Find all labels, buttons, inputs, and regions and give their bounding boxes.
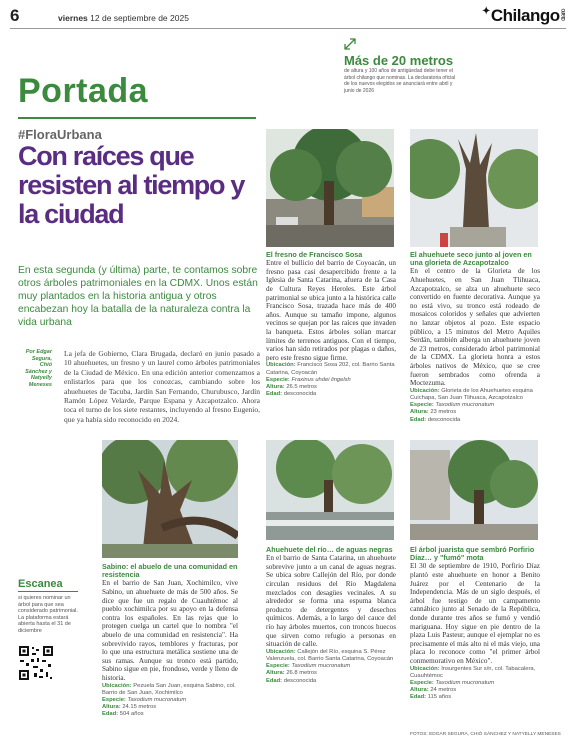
issue-date <box>58 13 189 23</box>
info-text: de altura y 100 años de antigüedad debe tener el árbol chilango que nominas. La declaratoria oficial de los nuevos elegidos se anunciará entre abril y junio de 2026 <box>344 68 456 94</box>
byline: Por Edgar Segura, Chió Sánchez y Natyelly Meneses <box>25 349 52 388</box>
tree-age: Edad: desconocida <box>266 677 317 684</box>
tree-body: Entre el bullicio del barrio de Coyoacán, un fresno pasa casi desapercibido frente a la Iglesia de Santa Catarina, afuera de la Casa de Cultura Reyes Heroles. Este árbol patrimonial se ubica junto a la histórica calle Francisco Sosa, trazada hace más de 400 años. Aunque su tamaño impone, algunos vecinos se quejan por las raíces que invaden la banqueta. Estos árboles solían marcar límites de terrenos antiguos. Con el tiempo, varios han sido retirados por plagas o daños, pero este fresno sigue firme. <box>266 259 396 362</box>
photo-credits: FOTOS: EDGAR SEGURA, CHIÓ SÁNCHEZ Y NATYELLY MENESES <box>410 732 561 737</box>
escanea-title: Escanea <box>18 578 63 590</box>
photo-juarista <box>410 440 538 540</box>
tree-height: Altura: 23 metros <box>410 409 457 416</box>
tree-location: Ubicación: Glorieta de los Ahuehuetes esquina Cuichapa, San Juan Tlihuaca, Azcapotzalco <box>410 387 533 401</box>
tree-card-fresno <box>266 251 396 398</box>
tree-title: Sabino: el abuelo de una comunidad en resistencia <box>102 562 238 580</box>
escanea-text: si quieres nominar un árbol para que sea considerado patrimonial. La plataforma estará abierta hasta el 31 de diciembre <box>18 595 78 634</box>
section-title: Portada <box>18 72 149 110</box>
tree-body: El 30 de septiembre de 1910, Porfirio Díaz plantó este ahuehuete en honor a Benito Juárez por el Centenario de la Independencia. Más de un siglo después, el árbol fue testigo de un campamento cannábico junto al Senado de la República, donde durante tres años se fumó y vendió mariguana. Hoy sigue en pie dentro de la plaza Luis Pasteur, aunque el ejemplar no es precisamente el más alto ni el más viejo, una placa lo reconoce como "el primer árbol conmemorativo en México". <box>410 562 540 665</box>
chilango-logo: ✦Chilangodiario <box>482 6 567 25</box>
tree-card-azcapotzalco <box>410 251 540 424</box>
hashtag: #FloraUrbana <box>18 127 102 142</box>
tree-species: Especie: Taxodium mucronatum <box>410 402 495 409</box>
tree-title: El fresno de Francisco Sosa <box>266 250 363 259</box>
tree-location: Ubicación: Pezuela San Juan, esquina Sabino, col. Barrio de San Juan, Xochimilco <box>102 682 236 696</box>
photo-fresno <box>266 129 394 247</box>
photo-ahuehuete-seco <box>410 129 538 247</box>
page-number: 6 <box>10 6 20 25</box>
tree-title: El ahuehuete seco junto al joven en una glorieta de Azcapotzalco <box>410 250 532 268</box>
tree-height: Altura: 24.15 metros <box>102 704 157 711</box>
tree-body: En el barrio de San Juan, Xochimilco, vive Sabino, un ahuehuete de más de 500 años. Se dice que fue un regalo de Cuauhtémoc al pueblo xochimilca por su apoyo en la defensa contra los españoles. En las rejas que lo protegen cuelga un cartel que lo nombra "el abuelo de una comunidad en resistencia". Ha sobrevivido rayos, temblores y fracturas, por lo que una estructura metálica sostiene una de sus ramas. Aunque su tronco está partido, Sabino sigue en pie, frondoso, verde y lleno de historia. <box>102 579 238 682</box>
tree-location: Ubicación: Insurgentes Sur s/n, col. Tabacalera, Cuauhtémoc <box>410 665 536 679</box>
photo-sabino <box>102 440 238 558</box>
tree-card-juarista <box>410 546 540 702</box>
header-rule <box>10 28 566 29</box>
tree-location: Ubicación: Callejón del Río, esquina S. Pérez Valenzuela, col. Barrio Santa Catarina, Coyoacán <box>266 648 394 662</box>
tree-body: En el centro de la Glorieta de los Ahuehuetes, en San Juan Tlihuaca, Azcapotzalco, se alza un ahuehuete seco convertido en fuente decorativa. Aunque ya no está vivo, su tronco está rodeado de mosaicos coloridos y señales que advierten no lanzar objetos al pozo. Este espacio público, a 15 minutos del Metro Aquiles Serdán, también alberga un ahuehuete joven de 23 metros, considerado árbol patrimonial de la CDMX. La glorieta honra a estos árboles nativos de México, que se cree fueron sembrados como ofrenda a Moctezuma. <box>410 267 540 388</box>
logo-text: Chilango <box>490 6 560 25</box>
logo-sub: diario <box>560 9 567 21</box>
tree-height: Altura: 26.8 metros <box>266 670 317 677</box>
tree-age: Edad: desconocida <box>410 416 461 423</box>
intro-text: En esta segunda (y última) parte, te contamos sobre otros árboles patrimoniales en la CDMX. Unos están muy plantados en la historia antigua y otros encabezan hoy la batalla de la naturaleza contra la vida urbana <box>18 265 258 328</box>
tree-age: Edad: 115 años <box>410 694 452 701</box>
tree-species: Especie: Taxodium mucronatum <box>102 696 187 703</box>
tree-card-rio <box>266 546 396 685</box>
tree-age: Edad: desconocida <box>266 391 317 398</box>
expand-arrows-icon <box>344 38 356 50</box>
info-title: Más de 20 metros <box>344 53 454 68</box>
tree-body: En el barrio de Santa Catarina, un ahuehuete sobrevive junto a un canal de aguas negras. Se ubica sobre Callejón del Río, por donde circulan residuos del Río Magdalena mezclados con desagües vecinales. A su alrededor se forma una espuma blanca producto de detergentes y desechos químicos. Además, a lo largo del cauce del río hay árboles muertos, con troncos huecos que sirven como refugio a personas en situación de calle. <box>266 554 396 649</box>
date: 12 de septiembre de 2025 <box>90 13 189 23</box>
tree-species: Especie: Taxodium mucronatum <box>266 663 351 670</box>
tree-age: Edad: 504 años <box>102 711 144 718</box>
qr-code[interactable] <box>18 645 54 681</box>
escanea-rule <box>18 591 78 592</box>
tree-species: Especie: Taxodium mucronatum <box>410 679 495 686</box>
tree-card-sabino <box>102 563 238 719</box>
tree-title: El árbol juarista que sembró Porfirio Díaz… y "fumó" mota <box>410 545 535 563</box>
headline: Con raíces que resisten al tiempo y la ciudad <box>18 141 245 229</box>
photo-rio <box>266 440 394 540</box>
section-rule <box>18 117 256 119</box>
tree-location: Ubicación: Francisco Sosa 202, col. Barrio Santa Catarina, Coyoacán <box>266 362 395 376</box>
tree-species: Especie: Fraxinus uhdei lingelsh <box>266 376 351 383</box>
lead-paragraph: La jefa de Gobierno, Clara Brugada, declaró en junio pasado a 10 ahuehuetes, un fresno y un laurel como árboles patrimoniales de la Ciudad de México. En una edición anterior comenzamos a enlistarlos para que los conozcas, cambiando sobre los ahuehuetes de Tacuba, Jardín San Fernando, Churubusco, Jardín Ramón López Velarde, Parque Espana y Azcapotzalco. Ahora toca el turno de los siete restantes, incluyendo al fresno Eugenio, que ya había sido reconocido en 2024. <box>64 349 260 424</box>
tree-height: Altura: 24 metros <box>410 687 457 694</box>
tree-height: Altura: 26.5 metros <box>266 383 317 390</box>
tree-title: Ahuehuete del río… de aguas negras <box>266 545 393 554</box>
weekday: viernes <box>58 13 88 23</box>
